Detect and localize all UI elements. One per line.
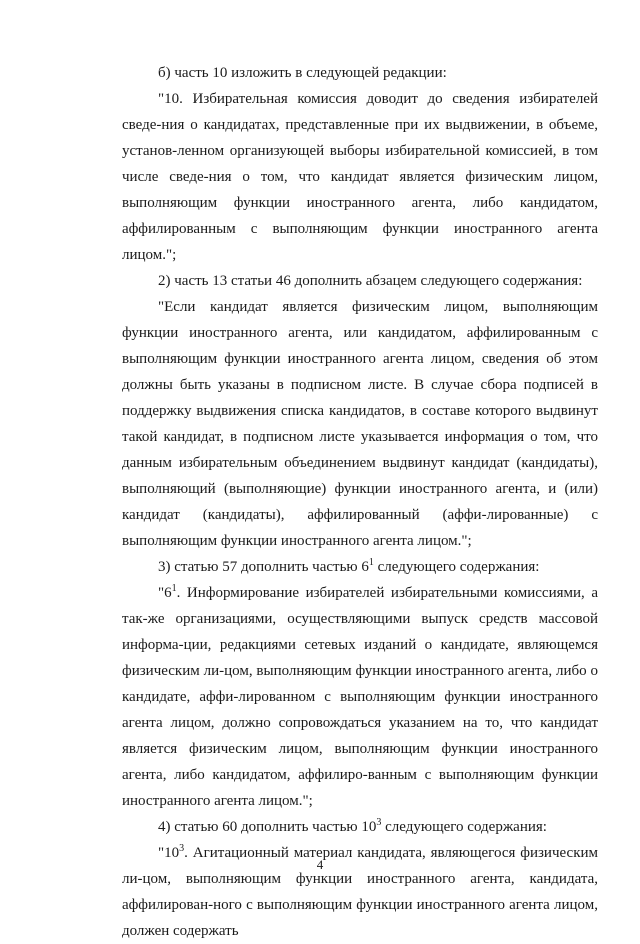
text-run: 3) статью 57 дополнить частью 6 bbox=[158, 559, 369, 575]
text-run: следующего содержания: bbox=[373, 559, 540, 575]
superscript: 3 bbox=[376, 817, 382, 828]
text-run: б) часть 10 изложить в следующей редакции: bbox=[158, 65, 447, 81]
superscript: 1 bbox=[368, 557, 374, 568]
paragraph-amend-article-57 bbox=[122, 554, 598, 580]
paragraph-article-60-text bbox=[122, 840, 598, 944]
text-run: "10. Избирательная комиссия доводит до сведения избирателей сведе-ния о кандидатах, представленные при их выдвижении, в объеме, установ-ленном организующей выборы избирательной комиссией, в том числе сведе-ния о том, что кандидат является физическим лицом, выполняющим функции иностранного агента, либо кандидатом, аффилированным с выполняющим функции иностранного агента лицом."; bbox=[122, 91, 598, 263]
paragraph-amend-article-46 bbox=[122, 268, 598, 294]
text-run: "10 bbox=[158, 845, 180, 861]
text-run: . Агитационный материал кандидата, являющегося физическим ли-цом, выполняющим функции иностранного агента, кандидата, аффилирован-ного с выполняющим функции иностранного агента лицом, должен содержать bbox=[122, 845, 598, 939]
text-run: "6 bbox=[158, 585, 172, 601]
superscript: 3 bbox=[179, 843, 185, 854]
text-run: "Если кандидат является физическим лицом, выполняющим функции иностранного агента, или кандидатом, аффилированным с выполняющим функции иностранного агента лицом, сведения об этом должны быть указаны в подписном листе. В случае сбора подписей в поддержку выдвижения списка кандидатов, в составе которого выдвинут такой кандидат, в подписном листе указывается информация о том, что данным избирательным объединением выдвинут кандидат (кандидаты), выполняющий (выполняющие) функции иностранного агента, и (или) кандидат (кандидаты), аффилированный (аффи-лированные) с выполняющим функции иностранного агента лицом."; bbox=[122, 299, 598, 549]
text-run: 2) часть 13 статьи 46 дополнить абзацем следующего содержания: bbox=[158, 273, 583, 289]
text-run: следующего содержания: bbox=[381, 819, 547, 835]
paragraph-part-10-text bbox=[122, 86, 598, 268]
paragraph-amend-part-10 bbox=[122, 60, 598, 86]
paragraph-amend-article-60 bbox=[122, 814, 598, 840]
text-run: . Информирование избирателей избирательными комиссиями, а так-же организациями, осуществляющими выпуск средств массовой информа-ции, редакциями сетевых изданий о кандидате, являющемся физическим ли-цом, выполняющим функции иностранного агента, либо о кандидате, аффи-лированном с выполняющим функции иностранного агента лицом, должно сопровождаться указанием на то, что кандидат является физическим лицом, выполняющим функции иностранного агента, либо кандидатом, аффилиро-ванным с выполняющим функции иностранного агента лицом."; bbox=[122, 585, 598, 809]
text-run: 4) статью 60 дополнить частью 10 bbox=[158, 819, 377, 835]
superscript: 1 bbox=[171, 583, 177, 594]
paragraph-article-57-text bbox=[122, 580, 598, 814]
paragraph-article-46-text bbox=[122, 294, 598, 554]
page-number: 4 bbox=[316, 857, 324, 872]
document-body bbox=[122, 60, 598, 944]
